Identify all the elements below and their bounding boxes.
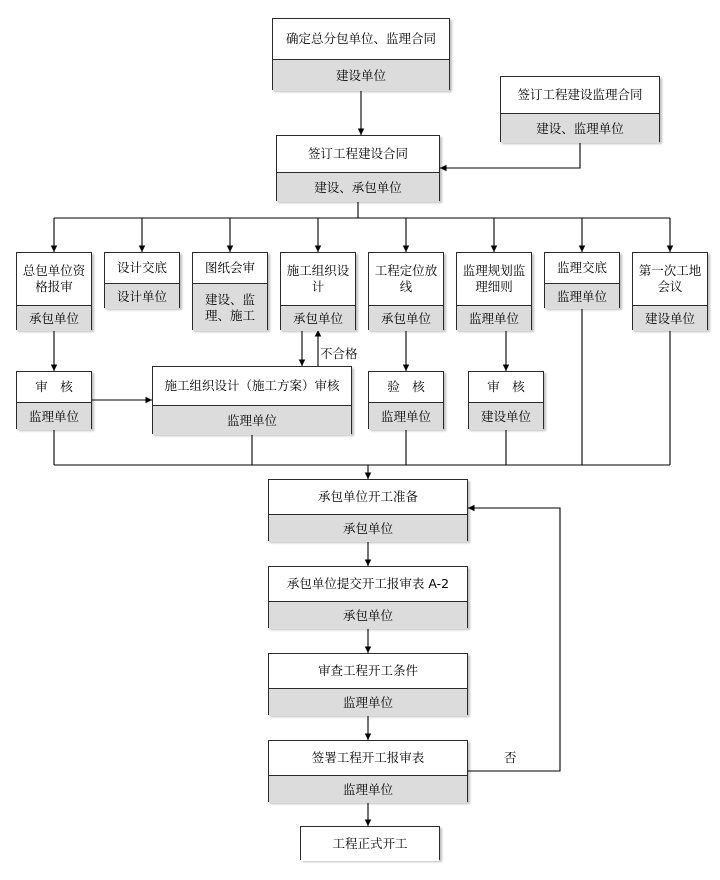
flow-node	[268, 653, 468, 715]
flow-node-actor: 承包单位	[17, 305, 91, 331]
flow-node-title: 确定总分包单位、监理合同	[273, 19, 449, 59]
flow-node	[276, 135, 440, 201]
flow-node	[500, 76, 660, 142]
flow-annotation: 否	[504, 750, 517, 765]
flow-node	[268, 740, 468, 802]
flow-node	[268, 566, 468, 628]
flow-node	[456, 252, 532, 330]
flow-node-actor: 监理单位	[369, 402, 443, 430]
flow-node-title: 施工组织设 计	[281, 253, 355, 305]
flow-node-title: 签订工程建设合同	[277, 136, 439, 172]
flow-node-title: 签署工程开工报审表	[269, 741, 467, 775]
flow-node-actor: 建设单位	[633, 305, 707, 331]
flow-node-actor: 监理单位	[153, 405, 351, 435]
flow-node-title: 审 核	[17, 372, 91, 402]
flow-node	[16, 371, 92, 429]
flow-node	[104, 252, 180, 308]
flow-node-title: 监理规划监理细则	[457, 253, 531, 305]
flow-node-actor: 建设、承包单位	[277, 172, 439, 202]
flow-node	[280, 252, 362, 330]
flow-node-title: 工程定位放 线	[369, 253, 443, 305]
flow-node-title: 审查工程开工条件	[269, 654, 467, 688]
flow-annotation: 不合格	[320, 346, 358, 361]
flow-node	[368, 371, 444, 429]
flow-node	[16, 252, 92, 330]
flow-node-title: 第一次工地会议	[633, 253, 707, 305]
flow-node	[152, 366, 352, 434]
flow-node-title: 工程正式开工	[301, 827, 439, 861]
flow-node-title: 验 核	[369, 372, 443, 402]
flow-node-title: 签订工程建设监理合同	[501, 77, 659, 113]
flow-node	[468, 371, 544, 429]
flow-node-actor: 建设、监理单位	[501, 113, 659, 143]
flow-node-title: 图纸会审	[193, 253, 267, 283]
flow-node-actor: 建设、监理、施工	[193, 283, 267, 331]
flow-node	[268, 479, 468, 541]
flow-node	[632, 252, 708, 330]
flow-node	[544, 252, 620, 308]
flow-node-actor: 监理单位	[269, 688, 467, 716]
flow-node-actor: 承包单位	[269, 601, 467, 629]
flow-node-actor: 建设单位	[273, 59, 449, 91]
flow-node-title: 承包单位提交开工报审表 A-2	[269, 567, 467, 601]
flow-node-title: 承包单位开工准备	[269, 480, 467, 514]
flow-node	[272, 18, 450, 90]
flow-node-title: 施工组织设计（施工方案）审核	[153, 367, 351, 405]
flow-node-actor: 监理单位	[17, 402, 91, 430]
flow-node-actor: 监理单位	[269, 775, 467, 803]
flow-node-title: 审 核	[469, 372, 543, 402]
flow-node-actor: 建设单位	[469, 402, 543, 430]
flow-node-actor: 监理单位	[457, 305, 531, 331]
flow-node-actor: 承包单位	[369, 305, 443, 331]
flow-node-title: 设计交底	[105, 253, 179, 283]
flow-node-actor: 承包单位	[269, 514, 467, 542]
flow-node-actor: 设计单位	[105, 283, 179, 309]
flow-node-title: 监理交底	[545, 253, 619, 283]
flow-node-title: 总包单位资格报审	[17, 253, 91, 305]
flow-node-actor: 承包单位	[281, 305, 355, 331]
flow-node	[192, 252, 268, 330]
flow-node	[300, 826, 440, 860]
flow-node	[368, 252, 450, 330]
flow-node-actor: 监理单位	[545, 283, 619, 309]
